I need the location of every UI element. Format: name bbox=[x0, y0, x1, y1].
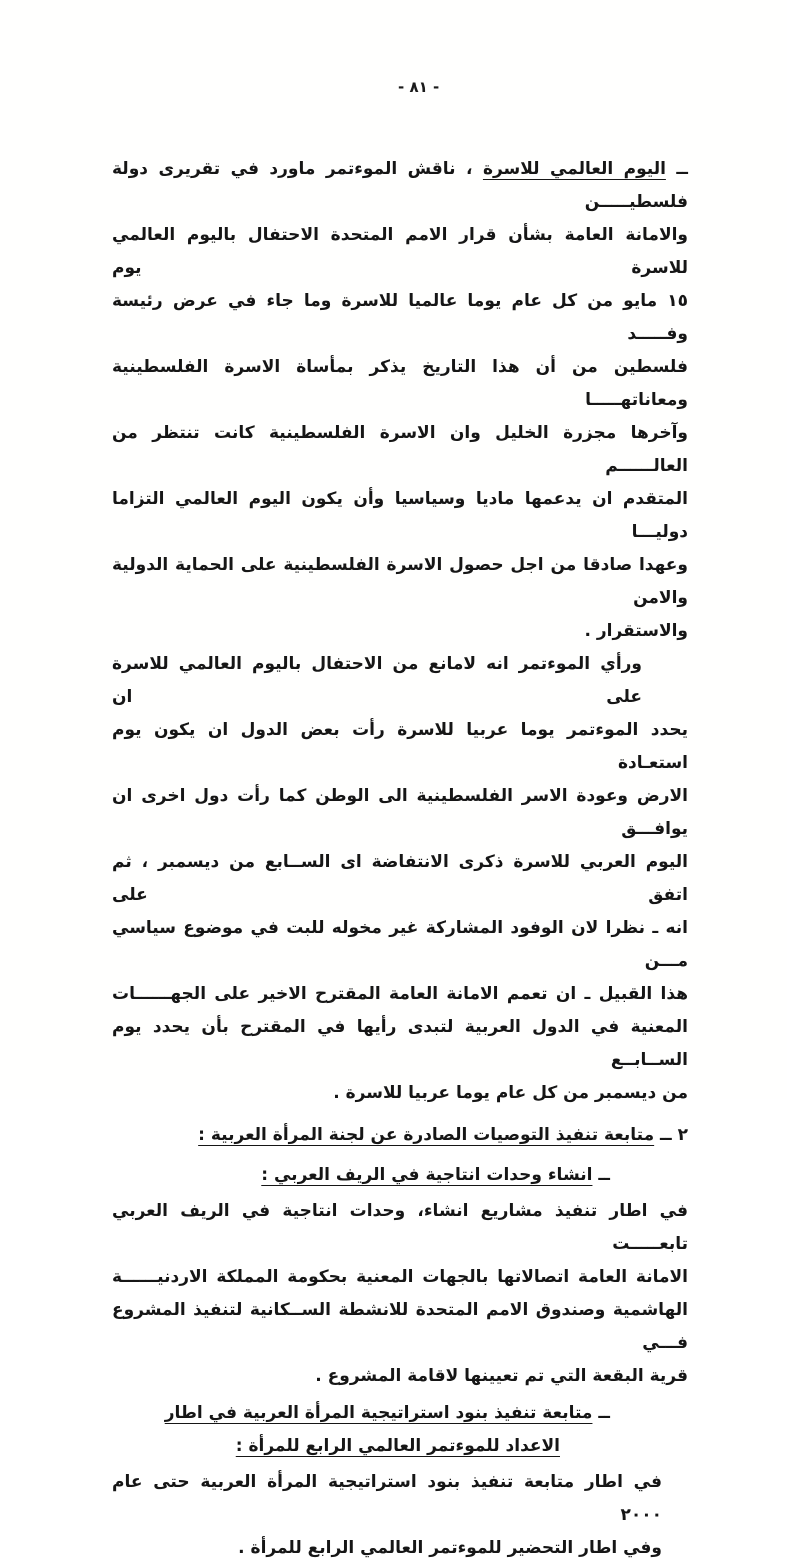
subheading-1 bbox=[112, 1159, 688, 1192]
text-line bbox=[112, 1430, 610, 1463]
paragraph-3 bbox=[112, 1195, 688, 1393]
text-run: والاستقرار . bbox=[584, 621, 688, 641]
text-run: ــ bbox=[665, 159, 688, 179]
text-run: الامانة العامة اتصالاتها بالجهات المعنية بحكومة المملكة الاردنيــــــة bbox=[112, 1267, 688, 1287]
text-run: انه ـ نظرا لان الوفود المشاركة غير مخوله للبت في موضوع سياسي مـــن bbox=[112, 918, 688, 971]
text-line bbox=[112, 1077, 688, 1110]
text-line bbox=[112, 1532, 688, 1565]
text-run: ، ناقش الموءتمر ماورد في تقريرى دولة فلسطيـــــن bbox=[112, 159, 688, 212]
text-line bbox=[112, 1011, 688, 1077]
text-line bbox=[112, 153, 688, 219]
text-run: والامانة العامة بشأن قرار الامم المتحدة الاحتفال باليوم العالمي للاسرة يوم bbox=[112, 225, 688, 278]
paragraph-2 bbox=[112, 648, 688, 1110]
text-run: في اطار متابعة تنفيذ بنود استراتيجية المرأة العربية حتى عام ٢٠٠٠ bbox=[112, 1472, 662, 1525]
text-run: ــ bbox=[592, 1165, 610, 1185]
text-line bbox=[112, 978, 688, 1011]
text-run: وفي اطار التحضير للموءتمر العالمي الرابع للمرأة . bbox=[238, 1538, 662, 1558]
text-line bbox=[112, 648, 688, 714]
underlined-text: الاعداد للموءتمر العالمي الرابع للمرأة : bbox=[235, 1436, 560, 1456]
text-line bbox=[112, 714, 688, 780]
text-run: من ديسمبر من كل عام يوما عربيا للاسرة . bbox=[333, 1083, 688, 1103]
text-line bbox=[112, 1261, 688, 1294]
text-run: ورأي الموءتمر انه لامانع من الاحتفال باليوم العالمي للاسرة على ان bbox=[112, 654, 642, 707]
text-line bbox=[112, 483, 688, 549]
text-line bbox=[112, 1195, 688, 1261]
underlined-text: انشاء وحدات انتاجية في الريف العربي : bbox=[261, 1165, 593, 1185]
text-run: قرية البقعة التي تم تعيينها لاقامة المشروع . bbox=[315, 1366, 688, 1386]
text-line bbox=[112, 912, 688, 978]
paragraph-4 bbox=[112, 1466, 688, 1565]
text-run: يحدد الموءتمر يوما عربيا للاسرة رأت بعض الدول ان يكون يوم استعـادة bbox=[112, 720, 688, 773]
text-run: وآخرها مجزرة الخليل وان الاسرة الفلسطينية كانت تنتظر من العالــــــم bbox=[112, 423, 688, 476]
page-number: - ٨١ - bbox=[398, 78, 440, 96]
paragraph-1 bbox=[112, 153, 688, 648]
text-run: الهاشمية وصندوق الامم المتحدة للانشطة الســكانية لتنفيذ المشروع فـــي bbox=[112, 1300, 688, 1353]
text-run: هذا القبيل ـ ان تعمم الامانة العامة المقترح الاخير على الجهــــــات bbox=[112, 984, 688, 1004]
text-line bbox=[112, 1119, 688, 1152]
text-run: الارض وعودة الاسر الفلسطينية الى الوطن كما رأت دول اخرى ان يوافـــق bbox=[112, 786, 688, 839]
section-heading bbox=[112, 1119, 688, 1152]
text-line bbox=[112, 285, 688, 351]
text-line bbox=[112, 1360, 688, 1393]
text-line bbox=[112, 549, 688, 615]
underlined-text: متابعة تنفيذ بنود استراتيجية المرأة العربية في اطار bbox=[164, 1403, 593, 1423]
underlined-text: متابعة تنفيذ التوصيات الصادرة عن لجنة المرأة العربية : bbox=[198, 1125, 655, 1145]
text-line bbox=[112, 846, 688, 912]
underlined-text: اليوم العالمي للاسرة bbox=[482, 159, 666, 179]
text-run: المعنية في الدول العربية لتبدى رأيها في المقترح بأن يحدد يوم الســابــع bbox=[112, 1017, 688, 1070]
text-line bbox=[112, 1466, 688, 1532]
text-line bbox=[112, 615, 688, 648]
text-run: اليوم العربي للاسرة ذكرى الانتفاضة اى الســابع من ديسمبر ، ثم اتفق على bbox=[112, 852, 688, 905]
text-run: في اطار تنفيذ مشاريع انشاء، وحدات انتاجية في الريف العربي تابعـــــت bbox=[112, 1201, 688, 1254]
subheading-2 bbox=[112, 1397, 688, 1463]
text-run: ٢ ــ bbox=[654, 1125, 688, 1145]
text-column bbox=[112, 153, 688, 1565]
text-run: المتقدم ان يدعمها ماديا وسياسيا وأن يكون اليوم العالمي التزاما دوليـــا bbox=[112, 489, 688, 542]
text-run: وعهدا صادقا من اجل حصول الاسرة الفلسطينية على الحماية الدولية والامن bbox=[112, 555, 688, 608]
text-run: ــ bbox=[592, 1403, 610, 1423]
text-line bbox=[112, 351, 688, 417]
text-line bbox=[112, 417, 688, 483]
text-line bbox=[112, 780, 688, 846]
text-run: فلسطين من أن هذا التاريخ يذكر بمأساة الاسرة الفلسطينية ومعاناتهـــــا bbox=[112, 357, 688, 410]
text-line bbox=[112, 219, 688, 285]
text-line bbox=[112, 1294, 688, 1360]
text-line bbox=[112, 1397, 610, 1430]
text-line bbox=[112, 1159, 610, 1192]
text-run: ١٥ مايو من كل عام يوما عالميا للاسرة وما جاء في عرض رئيسة وفـــــد bbox=[112, 291, 688, 344]
